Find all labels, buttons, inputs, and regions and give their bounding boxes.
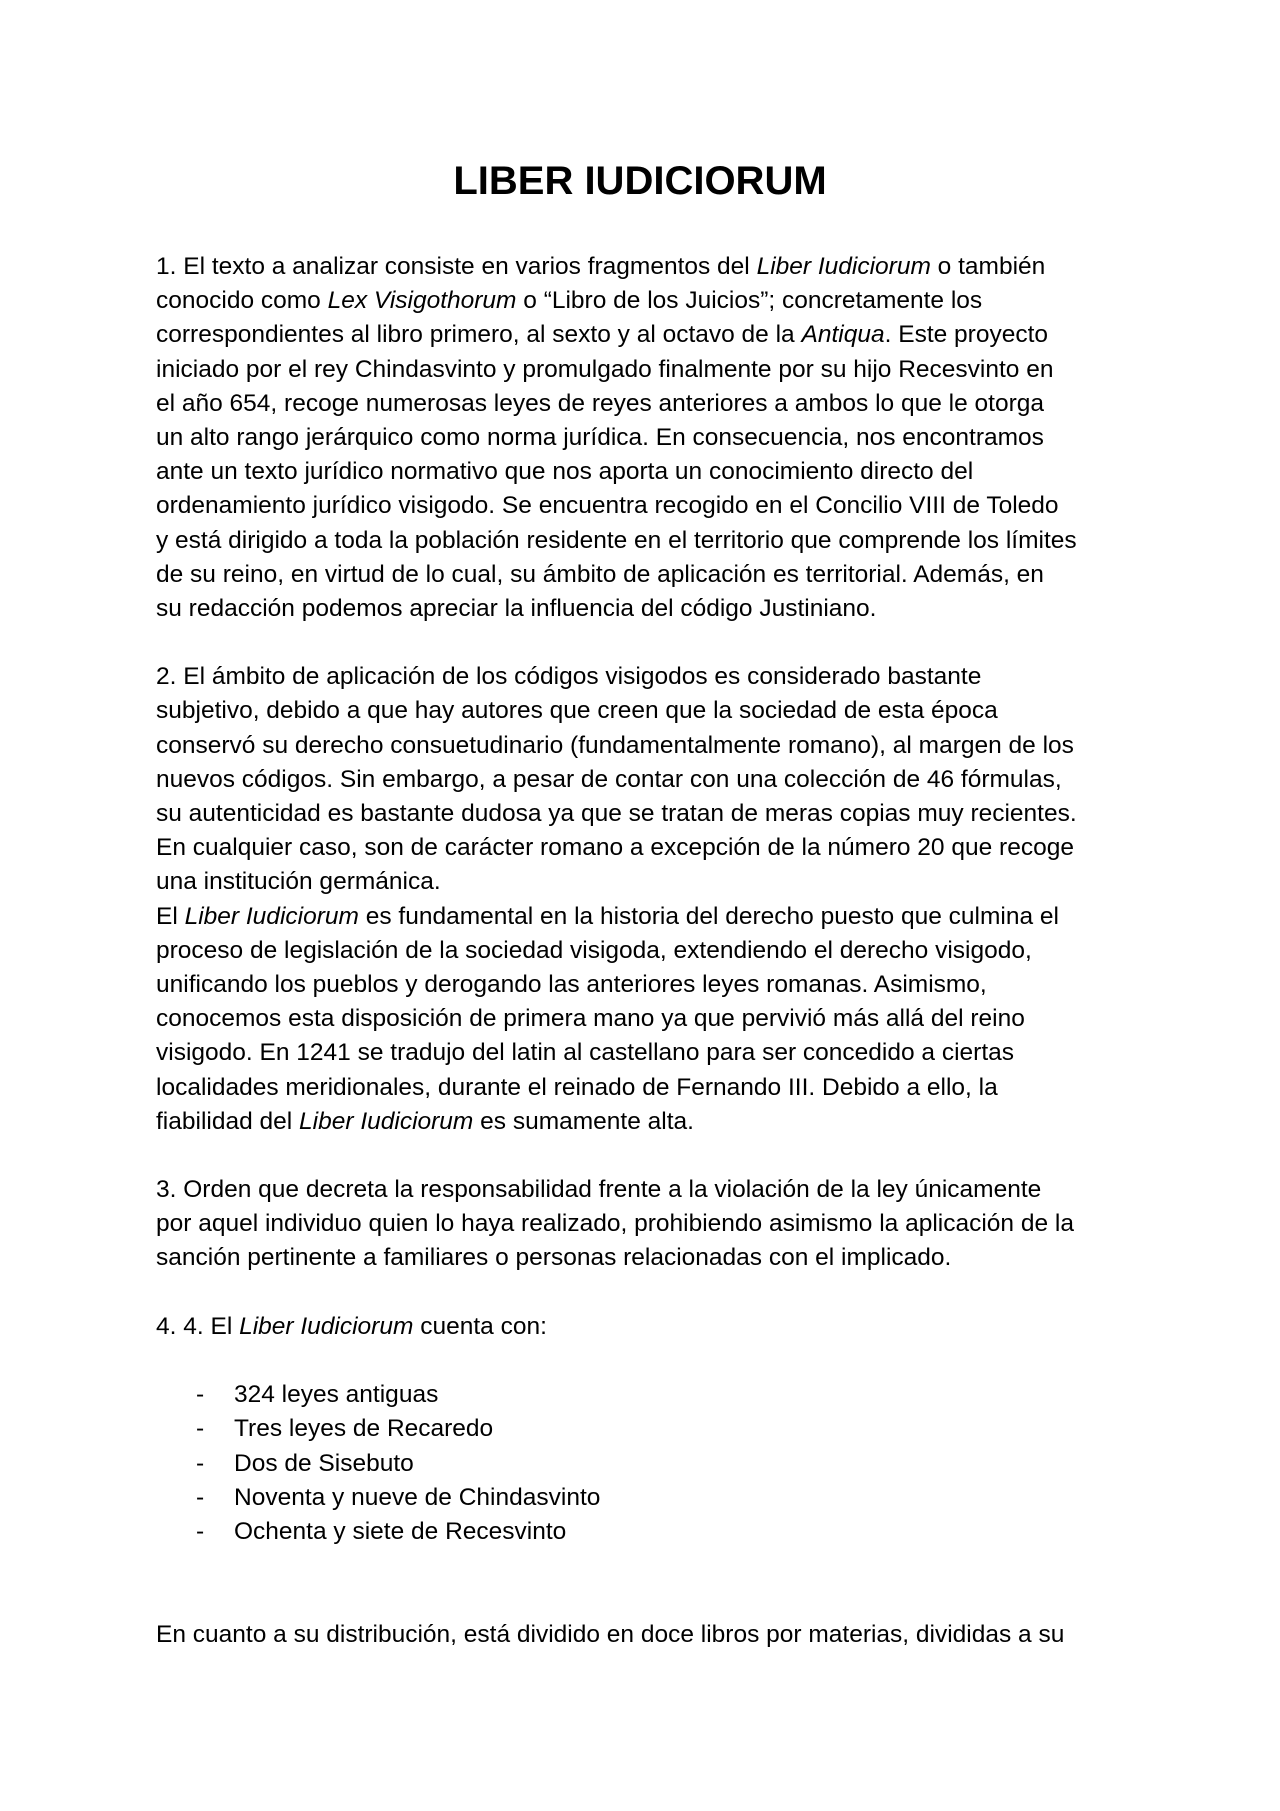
text-line [156,865,1146,899]
text-segment: correspondientes al libro primero, al sexto y al octavo de la [156,321,802,349]
text-segment: un alto rango jerárquico como norma jurídica. En consecuencia, nos encontramos [156,423,1044,451]
text-segment: En cualquier caso, son de carácter romano a excepción de la número 20 que recoge [156,834,1074,862]
text-segment: En cuanto a su distribución, está dividido en doce libros por materias, divididas a su [156,1620,1065,1648]
document-title: LIBER IUDICIORUM [453,159,827,203]
paragraph-spacer [156,1276,1146,1310]
italic-text: Liber Iudiciorum [756,253,931,280]
list-item-text: Dos de Sisebuto [234,1449,414,1477]
paragraph-spacer [156,1139,1146,1173]
text-segment: ordenamiento jurídico visigodo. Se encuentra recogido en el Concilio VIII de Toledo [156,492,1059,520]
document-body [156,250,1146,1652]
paragraph-spacer [156,1549,1146,1617]
text-line [156,1002,1146,1036]
text-segment: 4. 4. El [156,1312,240,1340]
laws-list [156,1378,1146,1549]
text-line [156,250,1146,284]
italic-text: Liber Iudiciorum [299,1107,474,1135]
text-segment: de su reino, en virtud de lo cual, su ámbito de aplicación es territorial. Además, en [156,560,1044,588]
list-item-text: Noventa y nueve de Chindasvinto [234,1483,601,1511]
list-item [156,1481,1146,1515]
text-line [156,353,1146,387]
text-line [156,934,1146,968]
italic-text: Liber Iudiciorum [239,1312,414,1340]
text-segment: una institución germánica. [156,868,441,896]
text-line [156,900,1146,934]
text-line [156,524,1146,558]
text-segment: cuenta con: [413,1312,547,1340]
text-segment: conocido como [156,287,328,315]
text-segment: o también [930,253,1046,280]
text-line [156,1207,1146,1241]
list-item [156,1515,1146,1549]
text-segment: por aquel individuo quien lo haya realizado, prohibiendo asimismo la aplicación de la [156,1210,1074,1238]
text-segment: es sumamente alta. [473,1107,694,1135]
italic-text: Liber Iudiciorum [184,902,359,930]
text-line [156,1036,1146,1070]
text-line [156,1105,1146,1139]
text-segment: sanción pertinente a familiares o personas relacionadas con el implicado. [156,1244,952,1272]
text-segment: 1. El texto a analizar consiste en varios fragmentos del [156,253,757,280]
list-dash: - [196,1483,205,1511]
list-dash: - [196,1381,205,1409]
text-segment: conocemos esta disposición de primera mano ya que pervivió más allá del reino [156,1005,1025,1033]
text-line [156,1241,1146,1275]
paragraph-4 [156,1310,1146,1344]
list-item-text: 324 leyes antiguas [234,1381,439,1409]
paragraph-5 [156,1618,1146,1652]
text-segment: y está dirigido a toda la población residente en el territorio que comprende los límites [156,526,1077,554]
text-line [156,968,1146,1002]
text-segment: visigodo. En 1241 se tradujo del latin al castellano para ser concedido a ciertas [156,1039,1015,1067]
text-line [156,729,1146,763]
paragraph-1 [156,250,1146,626]
list-dash: - [196,1517,205,1545]
list-item-text: Ochenta y siete de Recesvinto [234,1517,567,1545]
text-line [156,763,1146,797]
text-line [156,489,1146,523]
text-segment: . Este proyecto [884,321,1049,349]
text-line [156,284,1146,318]
text-segment: conservó su derecho consuetudinario (fundamentalmente romano), al margen de los [156,731,1074,759]
list-item [156,1378,1146,1412]
text-segment: el año 654, recoge numerosas leyes de reyes anteriores a ambos lo que le otorga [156,389,1044,417]
text-line [156,831,1146,865]
paragraph-2 [156,660,1146,1139]
text-line [156,558,1146,592]
text-segment: 2. El ámbito de aplicación de los códigos visigodos es considerado bastante [156,663,982,691]
text-segment: 3. Orden que decreta la responsabilidad frente a la violación de la ley únicamente [156,1176,1042,1204]
text-line [156,694,1146,728]
text-line [156,797,1146,831]
text-segment: iniciado por el rey Chindasvinto y promulgado finalmente por su hijo Recesvinto en [156,355,1054,383]
list-item-text: Tres leyes de Recaredo [234,1415,494,1443]
text-line [156,592,1146,626]
list-item [156,1412,1146,1446]
text-line [156,1618,1146,1652]
text-segment: su autenticidad es bastante dudosa ya que se tratan de meras copias muy recientes. [156,800,1077,827]
text-line [156,421,1146,455]
text-line [156,1173,1146,1207]
paragraph-spacer [156,626,1146,660]
italic-text: Lex Visigothorum [327,287,517,315]
text-segment: nuevos códigos. Sin embargo, a pesar de contar con una colección de 46 fórmulas, [156,765,1062,793]
text-segment: subjetivo, debido a que hay autores que creen que la sociedad de esta época [156,697,998,725]
text-line [156,455,1146,489]
text-segment: proceso de legislación de la sociedad visigoda, extendiendo el derecho visigodo, [156,936,1032,964]
paragraph-spacer [156,1344,1146,1378]
text-segment: unificando los pueblos y derogando las anteriores leyes romanas. Asimismo, [156,970,987,998]
text-line [156,318,1146,352]
text-segment: fiabilidad del [156,1107,300,1135]
text-line [156,387,1146,421]
italic-text: Antiqua [801,321,885,349]
paragraph-3 [156,1173,1146,1276]
text-line [156,1310,1146,1344]
text-line [156,660,1146,694]
list-dash: - [196,1449,205,1477]
text-segment: es fundamental en la historia del derecho puesto que culmina el [358,902,1059,930]
list-item [156,1447,1146,1481]
text-segment: ante un texto jurídico normativo que nos aporta un conocimiento directo del [156,458,974,486]
text-segment: localidades meridionales, durante el reinado de Fernando III. Debido a ello, la [156,1073,998,1101]
text-segment: o “Libro de los Juicios”; concretamente los [516,287,983,315]
list-dash: - [196,1415,205,1443]
text-segment: El [156,902,185,930]
text-segment: su redacción podemos apreciar la influencia del código Justiniano. [156,594,877,622]
text-line [156,1071,1146,1105]
